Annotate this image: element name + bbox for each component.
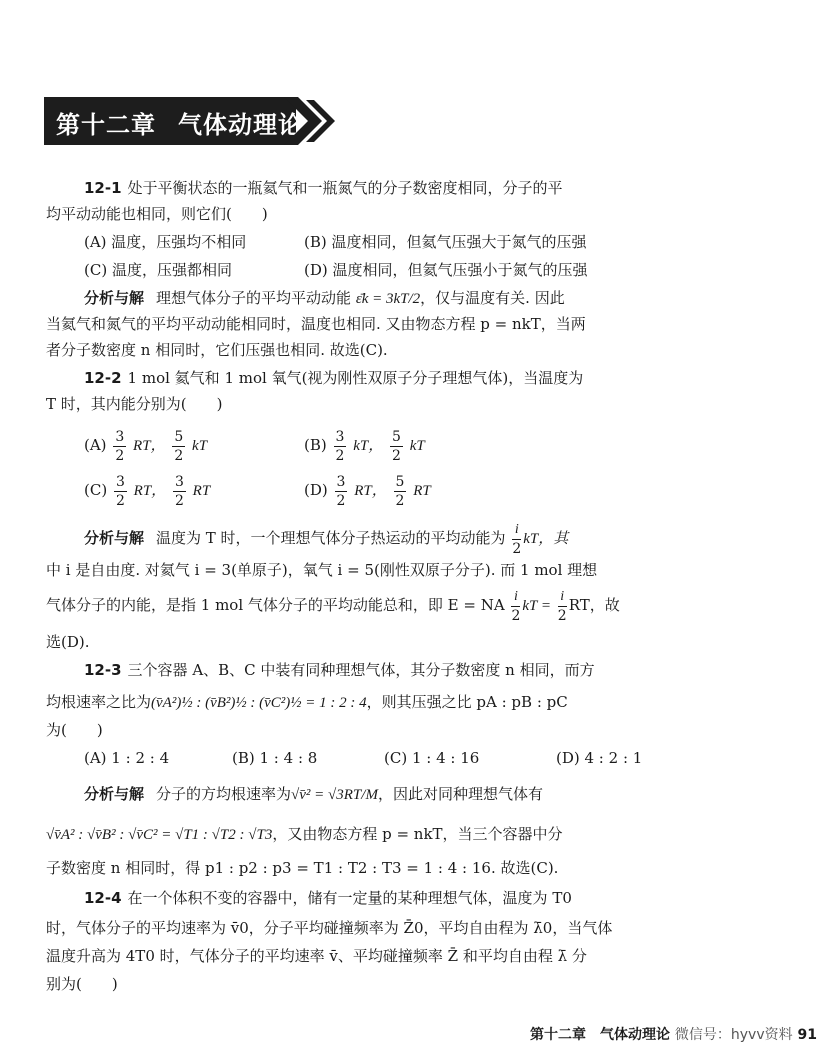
q1-option-d: (D) 温度相同，但氦气压强小于氮气的压强 xyxy=(304,261,588,279)
q3-option-a: (A) 1 : 2 : 4 xyxy=(84,749,170,767)
q3-option-d: (D) 4 : 2 : 1 xyxy=(556,749,643,767)
fraction: $\frac{3}{2}$ xyxy=(115,428,125,464)
page-number: 91 xyxy=(797,1027,817,1043)
q2-analysis-line4: 选(D). xyxy=(46,633,90,651)
q3-number: 12-3 xyxy=(84,661,122,679)
q4-line4: 别为( ) xyxy=(46,975,118,993)
q2-option-b: (B) $\frac{3}{2}$ kT， $\frac{5}{2}$ kT xyxy=(304,428,425,464)
q2-line1: 12-2 1 mol 氦气和 1 mol 氧气(视为刚性双原子分子理想气体)，当温度为 xyxy=(84,369,584,387)
fraction: $\frac{3}{2}$ xyxy=(336,473,346,509)
watermark: 微信号：hyvv资料 xyxy=(674,1027,793,1043)
q3-analysis-line2: √v̄A² : √v̄B² : √v̄C² = √T1 : √T2 : √T3，又由物态方程 p = nkT，当三个容器中分 xyxy=(46,825,563,843)
q1-energy-formula: ε̄k = 3kT/2 xyxy=(355,291,421,307)
fraction: $\frac{i}{2}$ xyxy=(511,588,521,624)
q1-line2: 均平动动能也相同，则它们( ) xyxy=(46,205,268,223)
q2-option-d: (D) $\frac{3}{2}$ RT， $\frac{5}{2}$ RT xyxy=(304,473,431,509)
page-footer xyxy=(530,1024,817,1044)
q1-option-c: (C) 温度，压强都相同 xyxy=(84,261,232,279)
rms-formula: √v̄² = √3RT/M xyxy=(291,787,378,803)
q2-analysis-line3: 气体分子的内能，是指 1 mol 气体分子的平均动能总和，即 E = NA $\frac{i}{2}$ kT = $\frac{i}{2}$ RT，故 xyxy=(46,588,620,624)
q3-line3: 为( ) xyxy=(46,721,103,739)
q1-analysis-label: 分析与解 xyxy=(84,289,145,307)
q3-analysis-line1: 分析与解 分子的方均根速率为√v̄² = √3RT/M，因此对同种理想气体有 xyxy=(84,785,543,803)
rms-sqrt-ratio: √v̄A² : √v̄B² : √v̄C² = √T1 : √T2 : √T3 xyxy=(46,827,273,843)
fraction: $\frac{i}{2}$ xyxy=(557,588,567,624)
q4-line1: 12-4 在一个体积不变的容器中，储有一定量的某种理想气体，温度为 T0 xyxy=(84,889,572,907)
q1-analysis-line1: 分析与解 理想气体分子的平均平动动能 ε̄k = 3kT/2，仅与温度有关. 因此 xyxy=(84,289,565,307)
q2-number: 12-2 xyxy=(84,369,122,387)
fraction: $\frac{3}{2}$ xyxy=(174,473,184,509)
q2-analysis-label: 分析与解 xyxy=(84,529,145,547)
fraction: $\frac{3}{2}$ xyxy=(115,473,125,509)
chapter-banner xyxy=(44,97,339,145)
rms-ratio: (v̄A²)½ : (v̄B²)½ : (v̄C²)½ = 1 : 2 : 4 xyxy=(151,695,367,711)
q2-line2: T 时，其内能分别为( ) xyxy=(46,395,223,413)
q4-number: 12-4 xyxy=(84,889,122,907)
q3-analysis-label: 分析与解 xyxy=(84,785,145,803)
chapter-number: 第十二章 xyxy=(56,111,156,139)
footer-chapter: 第十二章 气体动理论 xyxy=(530,1027,670,1043)
fraction: $\frac{i}{2}$ xyxy=(512,521,522,557)
q2-option-a: (A) $\frac{3}{2}$ RT， $\frac{5}{2}$ kT xyxy=(84,428,208,464)
fraction: $\frac{5}{2}$ xyxy=(392,428,401,464)
q3-option-c: (C) 1 : 4 : 16 xyxy=(384,749,480,767)
q1-option-a: (A) 温度，压强均不相同 xyxy=(84,233,247,251)
q2-option-c: (C) $\frac{3}{2}$ RT， $\frac{3}{2}$ RT xyxy=(84,473,211,509)
q4-line2: 时，气体分子的平均速率为 v̄0，分子平均碰撞频率为 Z̄0，平均自由程为 λ̄0，当气体 xyxy=(46,919,613,937)
q1-line1: 12-1 处于平衡状态的一瓶氦气和一瓶氮气的分子数密度相同，分子的平 xyxy=(84,179,563,197)
double-chevron-icon xyxy=(284,97,374,145)
q3-option-b: (B) 1 : 4 : 8 xyxy=(232,749,318,767)
q2-analysis-line2: 中 i 是自由度. 对氦气 i = 3(单原子)，氧气 i = 5(刚性双原子分子). 而 1 mol 理想 xyxy=(46,561,598,579)
q1-analysis-line3: 者分子数密度 n 相同时，它们压强也相同. 故选(C). xyxy=(46,341,388,359)
q3-line2: 均根速率之比为(v̄A²)½ : (v̄B²)½ : (v̄C²)½ = 1 : 2 : 4，则其压强之比 pA : pB : pC xyxy=(46,693,568,711)
q3-analysis-line3: 子数密度 n 相同时，得 p1 : p2 : p3 = T1 : T2 : T3 = 1 : 4 : 16. 故选(C). xyxy=(46,859,559,877)
chapter-name: 气体动理论 xyxy=(178,111,303,139)
q1-number: 12-1 xyxy=(84,179,122,197)
chapter-title xyxy=(56,105,303,140)
fraction: $\frac{5}{2}$ xyxy=(174,428,184,464)
q1-analysis-line2: 当氦气和氮气的平均平动动能相同时，温度也相同. 又由物态方程 p = nkT，当两 xyxy=(46,315,586,333)
fraction: $\frac{5}{2}$ xyxy=(395,473,405,509)
q1-option-b: (B) 温度相同，但氦气压强大于氮气的压强 xyxy=(304,233,587,251)
q3-line1: 12-3 三个容器 A、B、C 中装有同种理想气体，其分子数密度 n 相同，而方 xyxy=(84,661,595,679)
q2-analysis-line1: 分析与解 温度为 T 时，一个理想气体分子热运动的平均动能为 $\frac{i}{2}$ kT，其 xyxy=(84,521,569,557)
q4-line3: 温度升高为 4T0 时，气体分子的平均速率 v̄、平均碰撞频率 Z̄ 和平均自由程 λ̄ 分 xyxy=(46,947,587,965)
fraction: $\frac{3}{2}$ xyxy=(335,428,345,464)
